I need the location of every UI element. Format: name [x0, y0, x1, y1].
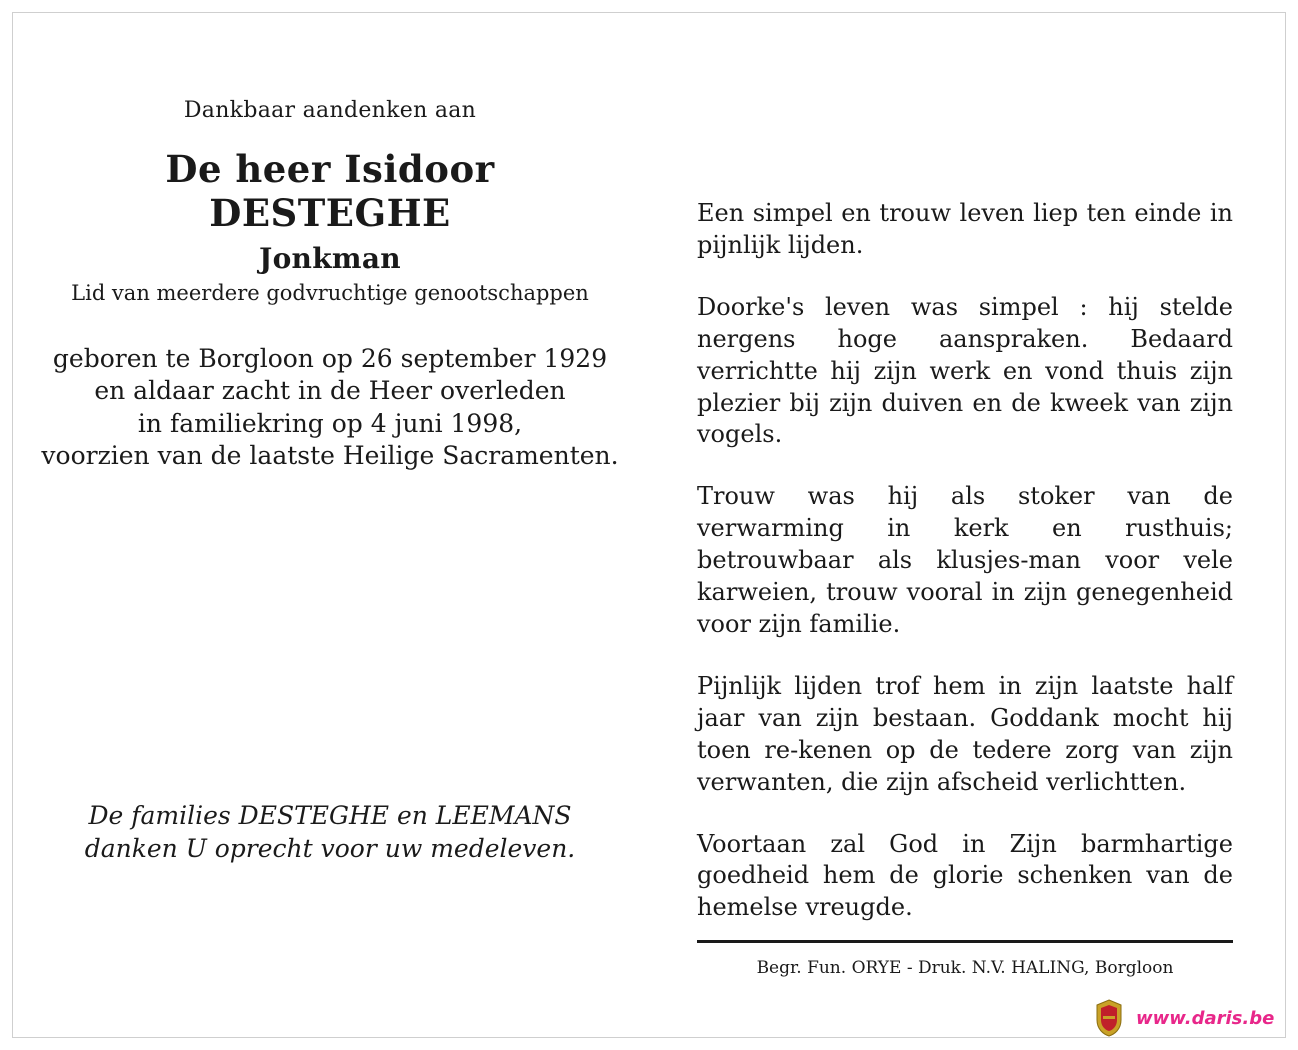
detail-line: geboren te Borgloon op 26 september 1929: [52, 343, 608, 373]
deceased-membership: Lid van meerdere godvruchtige genootschappen: [71, 280, 589, 305]
detail-line: in familiekring op 4 juni 1998,: [137, 408, 523, 438]
detail-line: en aldaar zacht in de Heer overleden: [94, 376, 566, 406]
crest-icon: [1094, 998, 1124, 1038]
memorial-text: [697, 198, 1233, 924]
detail-line: voorzien van de laatste Heilige Sacramenten.: [41, 441, 619, 471]
deceased-title: Jonkman: [259, 241, 401, 275]
life-details: [40, 343, 620, 473]
memorial-paragraph: Pijnlijk lijden trof hem in zijn laatste half jaar van zijn bestaan. Goddank mocht hij toen re-kenen op de tedere zorg van zijn verwanten, die zijn afscheid verlichtten.: [697, 671, 1233, 796]
memorial-paragraph: Trouw was hij als stoker van de verwarming in kerk en rusthuis; betrouwbaar als klusjes-man voor vele karweien, trouw vooral in zijn genegenheid voor zijn familie.: [697, 482, 1233, 638]
card-left-panel: [40, 98, 620, 473]
deceased-name: De heer Isidoor DESTEGHE: [165, 147, 495, 236]
family-thanks: [40, 800, 620, 865]
card-intro: Dankbaar aandenken aan: [183, 98, 477, 123]
memorial-paragraph: Doorke's leven was simpel : hij stelde nergens hoge aanspraken. Bedaard verrichtte hij zijn werk en vond thuis zijn plezier bij zijn duiven en de kweek van zijn vogels.: [697, 292, 1233, 449]
watermark: [1094, 996, 1274, 1040]
footer-divider: [697, 940, 1233, 943]
memorial-paragraph: Voortaan zal God in Zijn barmhartige goedheid hem de glorie schenken van de hemelse vreugde.: [697, 829, 1233, 922]
memorial-paragraph: Een simpel en trouw leven liep ten einde in pijnlijk lijden.: [697, 199, 1233, 259]
family-thanks-line: De families DESTEGHE en LEEMANS: [88, 801, 572, 830]
family-thanks-line: danken U oprecht voor uw medeleven.: [84, 833, 576, 863]
printer-credit: Begr. Fun. ORYE - Druk. N.V. HALING, Borgloon: [756, 958, 1174, 978]
watermark-url: www.daris.be: [1136, 1007, 1275, 1029]
